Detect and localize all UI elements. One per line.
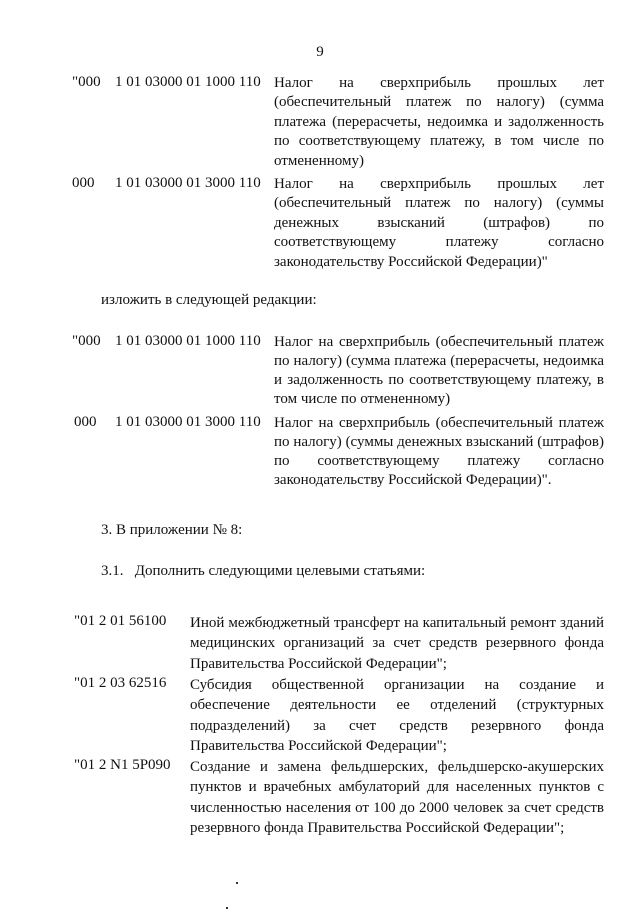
old-row-2-text: Налог на сверхприбыль прошлых лет (обеспечительный платеж по налогу) (суммы денежных взысканий (штрафов) по соответствующему платежу согласно законодательству Российской Федерации)" (274, 176, 604, 270)
old-row-1-prefix: "000 (72, 74, 101, 90)
target-row-2-code: "01 2 03 62516 (74, 675, 167, 691)
old-row-1-code: 1 01 03000 01 1000 110 (115, 74, 261, 90)
subsection-heading: 3.1. Дополнить следующими целевыми статьями: (101, 563, 426, 579)
section-heading: 3. В приложении № 8: (101, 522, 243, 538)
old-row-1-text: Налог на сверхприбыль прошлых лет (обеспечительный платеж по налогу) (сумма платежа (перерасчеты, недоимка и задолженность по соответствующему платежу, в том числе по отмененному) (274, 75, 604, 169)
intro-text: изложить в следующей редакции: (101, 292, 317, 308)
new-row-2-prefix: 000 (74, 414, 97, 430)
target-row-3-code: "01 2 N1 5P090 (74, 757, 171, 773)
page-number: 9 (316, 44, 324, 60)
new-row-1-prefix: "000 (72, 333, 101, 349)
new-row-2-text: Налог на сверхприбыль (обеспечительный платеж по налогу) (суммы денежных взысканий (штрафов) по соответствующему платежу согласно законодательству Российской Федерации)". (274, 415, 604, 488)
target-row-2-text: Субсидия общественной организации на создание и обеспечение деятельности ее отделений (структурных подразделений) за счет средств резервного фонда Правительства Российской Федерации"; (190, 677, 604, 755)
old-row-2-code: 1 01 03000 01 3000 110 (115, 175, 261, 191)
new-row-1-text: Налог на сверхприбыль (обеспечительный платеж по налогу) (сумма платежа (перерасчеты, недоимка и задолженность по соответствующему платежу, в том числе по отмененному) (274, 334, 604, 407)
old-row-2-prefix: 000 (72, 175, 95, 191)
target-row-1-code: "01 2 01 56100 (74, 613, 167, 629)
scan-speck (226, 907, 228, 909)
new-row-1-code: 1 01 03000 01 1000 110 (115, 333, 261, 349)
new-row-2-code: 1 01 03000 01 3000 110 (115, 414, 261, 430)
scan-speck (236, 882, 238, 884)
target-row-1-text: Иной межбюджетный трансферт на капитальный ремонт зданий медицинских организаций за счет средств резервного фонда Правительства Российской Федерации"; (190, 615, 604, 672)
target-row-3-text: Создание и замена фельдшерских, фельдшерско-акушерских пунктов и врачебных амбулаторий для населенных пунктов с численностью населения от 100 до 2000 человек за счет средств резервного фонда Правительства Российской Федерации"; (190, 759, 604, 837)
